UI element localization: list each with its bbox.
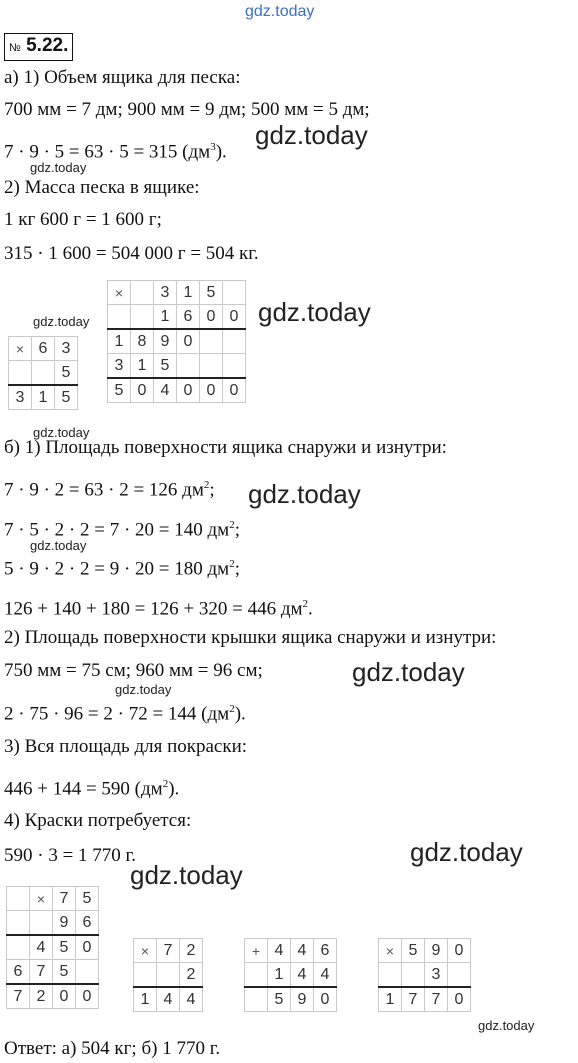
part-b-total: 446 + 144 = 590 $(дм^2)$. — [4, 778, 180, 800]
part-a-step2: 2) Масса песка в ящике: — [4, 177, 200, 198]
digit-cell — [177, 354, 200, 379]
digit-row — [134, 939, 203, 963]
digit-cell — [448, 963, 471, 988]
digit-cell: 7 — [30, 960, 53, 985]
operator-sign: × — [379, 939, 402, 963]
digit-row — [9, 337, 78, 361]
digit-row — [134, 963, 203, 988]
digit-cell: 4 — [180, 987, 203, 1012]
watermark: gdz.today — [352, 657, 465, 687]
digit-cell: 7 — [7, 984, 30, 1009]
digit-cell: 7 — [53, 887, 76, 911]
digit-cell: 0 — [76, 935, 99, 960]
digit-cell — [223, 329, 246, 354]
digit-cell: 5 — [76, 887, 99, 911]
digit-row — [9, 361, 78, 386]
digit-cell: 6 — [76, 911, 99, 936]
digit-cell: 1 — [108, 329, 131, 354]
digit-cell — [245, 963, 268, 988]
digit-cell: 0 — [200, 378, 223, 403]
digit-row — [379, 987, 471, 1012]
digit-cell: 0 — [131, 378, 154, 403]
digit-cell: 7 — [157, 939, 180, 963]
digit-cell — [131, 305, 154, 330]
digit-cell: 0 — [200, 305, 223, 330]
digit-cell: 3 — [154, 281, 177, 305]
digit-cell: 0 — [177, 329, 200, 354]
digit-cell — [245, 987, 268, 1012]
digit-cell: 5 — [200, 281, 223, 305]
digit-cell: 1 — [154, 305, 177, 330]
digit-cell: 9 — [154, 329, 177, 354]
digit-row — [108, 354, 246, 379]
digit-cell — [131, 281, 154, 305]
digit-row — [108, 329, 246, 354]
digit-cell: 1 — [177, 281, 200, 305]
column-multiplication-75x96 — [6, 886, 99, 1009]
digit-cell: 6 — [177, 305, 200, 330]
digit-cell: 6 — [32, 337, 55, 361]
digit-cell: 3 — [108, 354, 131, 379]
part-b-step2: 2) Площадь поверхности крышки ящика снаружи и изнутри: — [4, 627, 497, 648]
digit-cell — [134, 963, 157, 988]
digit-cell — [32, 361, 55, 386]
digit-row — [7, 960, 99, 985]
digit-cell — [223, 281, 246, 305]
part-b-area1: 7 · 9 · 2 = 63 · 2 = 126 $дм^2$; — [4, 479, 215, 501]
digit-row — [108, 378, 246, 403]
digit-cell: 8 — [131, 329, 154, 354]
watermark: gdz.today — [130, 860, 243, 890]
digit-cell: 7 — [425, 987, 448, 1012]
part-a-step1: а) 1) Объем ящика для песка: — [4, 67, 241, 88]
part-a-mass: 315 · 1 600 = 504 000 г = 504 кг. — [4, 243, 259, 264]
watermark: gdz.today — [33, 425, 90, 440]
digit-row — [245, 963, 337, 988]
part-b-paint: 590 · 3 = 1 770 г. — [4, 845, 136, 866]
column-multiplication-315x1600 — [107, 280, 246, 403]
part-b-sum: 126 + 140 + 180 = 126 + 320 = 446 $дм^2$. — [4, 598, 313, 620]
digit-cell: 5 — [154, 354, 177, 379]
digit-cell — [200, 354, 223, 379]
digit-cell: 1 — [379, 987, 402, 1012]
watermark: gdz.today — [115, 682, 172, 697]
digit-row — [108, 305, 246, 330]
digit-cell — [379, 963, 402, 988]
digit-row — [245, 987, 337, 1012]
digit-row — [9, 385, 78, 410]
digit-cell: 5 — [108, 378, 131, 403]
digit-cell — [200, 329, 223, 354]
part-b-area3: 5 · 9 · 2 · 2 = 9 · 20 = 180 $дм^2$; — [4, 558, 240, 580]
digit-cell: 4 — [268, 939, 291, 963]
operator-sign: + — [245, 939, 268, 963]
digit-cell: 5 — [402, 939, 425, 963]
digit-row — [108, 281, 246, 305]
part-a-kg: 1 кг 600 г = 1 600 г; — [4, 209, 162, 230]
digit-cell: 2 — [180, 963, 203, 988]
operator-sign: × — [30, 887, 53, 911]
column-addition-446-144 — [244, 938, 337, 1012]
digit-cell: 6 — [314, 939, 337, 963]
digit-cell: 2 — [180, 939, 203, 963]
digit-cell: 0 — [177, 378, 200, 403]
digit-cell: 4 — [154, 378, 177, 403]
digit-cell: 9 — [291, 987, 314, 1012]
digit-cell: 4 — [291, 963, 314, 988]
watermark: gdz.today — [255, 120, 368, 150]
problem-number: № 5.22. — [4, 33, 73, 61]
digit-cell: 9 — [53, 911, 76, 936]
digit-cell: 0 — [53, 984, 76, 1009]
operator-sign: × — [134, 939, 157, 963]
operator-sign: × — [108, 281, 131, 305]
digit-cell: 1 — [131, 354, 154, 379]
digit-cell: 0 — [223, 305, 246, 330]
digit-cell — [157, 963, 180, 988]
digit-cell — [9, 361, 32, 386]
digit-row — [379, 939, 471, 963]
watermark: gdz.today — [30, 538, 87, 553]
digit-cell — [402, 963, 425, 988]
digit-cell: 1 — [134, 987, 157, 1012]
digit-cell: 5 — [53, 935, 76, 960]
part-b-conversion: 750 мм = 75 см; 960 мм = 96 см; — [4, 660, 263, 681]
digit-cell — [30, 911, 53, 936]
digit-cell: 4 — [30, 935, 53, 960]
digit-cell: 0 — [448, 987, 471, 1012]
digit-cell: 3 — [9, 385, 32, 410]
watermark: gdz.today — [478, 1018, 535, 1033]
digit-cell: 3 — [425, 963, 448, 988]
digit-cell: 5 — [55, 385, 78, 410]
digit-cell: 5 — [55, 361, 78, 386]
digit-cell: 0 — [314, 987, 337, 1012]
digit-cell: 0 — [76, 984, 99, 1009]
digit-row — [134, 987, 203, 1012]
column-multiplication-72x2 — [133, 938, 203, 1012]
digit-cell — [7, 887, 30, 911]
digit-cell: 0 — [223, 378, 246, 403]
part-b-lid: 2 · 75 · 96 = 2 · 72 = 144 $(дм^2)$. — [4, 703, 246, 725]
digit-cell — [108, 305, 131, 330]
part-a-volume: 7 · 9 · 5 = 63 · 5 = 315 $(дм^3)$. — [4, 141, 227, 163]
digit-cell — [76, 960, 99, 985]
digit-cell — [223, 354, 246, 379]
column-multiplication-590x3 — [378, 938, 471, 1012]
digit-cell: 1 — [268, 963, 291, 988]
digit-row — [7, 887, 99, 911]
digit-cell: 5 — [268, 987, 291, 1012]
digit-row — [7, 984, 99, 1009]
digit-row — [379, 963, 471, 988]
digit-cell: 0 — [448, 939, 471, 963]
digit-cell: 7 — [402, 987, 425, 1012]
watermark: gdz.today — [248, 479, 361, 509]
digit-cell: 4 — [157, 987, 180, 1012]
digit-cell: 5 — [53, 960, 76, 985]
digit-cell: 2 — [30, 984, 53, 1009]
digit-cell: 6 — [7, 960, 30, 985]
digit-row — [7, 935, 99, 960]
digit-cell: 4 — [291, 939, 314, 963]
operator-sign: × — [9, 337, 32, 361]
digit-cell: 9 — [425, 939, 448, 963]
digit-cell: 4 — [314, 963, 337, 988]
watermark-top: gdz.today — [245, 3, 315, 20]
part-b-step4: 4) Краски потребуется: — [4, 810, 192, 831]
watermark: gdz.today — [30, 160, 87, 175]
digit-row — [245, 939, 337, 963]
column-multiplication-63x5 — [8, 336, 78, 410]
watermark: gdz.today — [33, 314, 90, 329]
digit-cell: 1 — [32, 385, 55, 410]
part-b-area2: 7 · 5 · 2 · 2 = 7 · 20 = 140 $дм^2$; — [4, 519, 240, 541]
part-b-step1: б) 1) Площадь поверхности ящика снаружи и изнутри: — [4, 437, 447, 458]
part-b-step3: 3) Вся площадь для покраски: — [4, 736, 248, 757]
digit-cell — [7, 911, 30, 936]
watermark: gdz.today — [258, 297, 371, 327]
digit-cell: 3 — [55, 337, 78, 361]
watermark: gdz.today — [410, 837, 523, 867]
answer: Ответ: а) 504 кг; б) 1 770 г. — [4, 1038, 221, 1059]
digit-row — [7, 911, 99, 936]
part-a-conversion: 700 мм = 7 дм; 900 мм = 9 дм; 500 мм = 5 дм; — [4, 99, 370, 120]
digit-cell — [7, 935, 30, 960]
